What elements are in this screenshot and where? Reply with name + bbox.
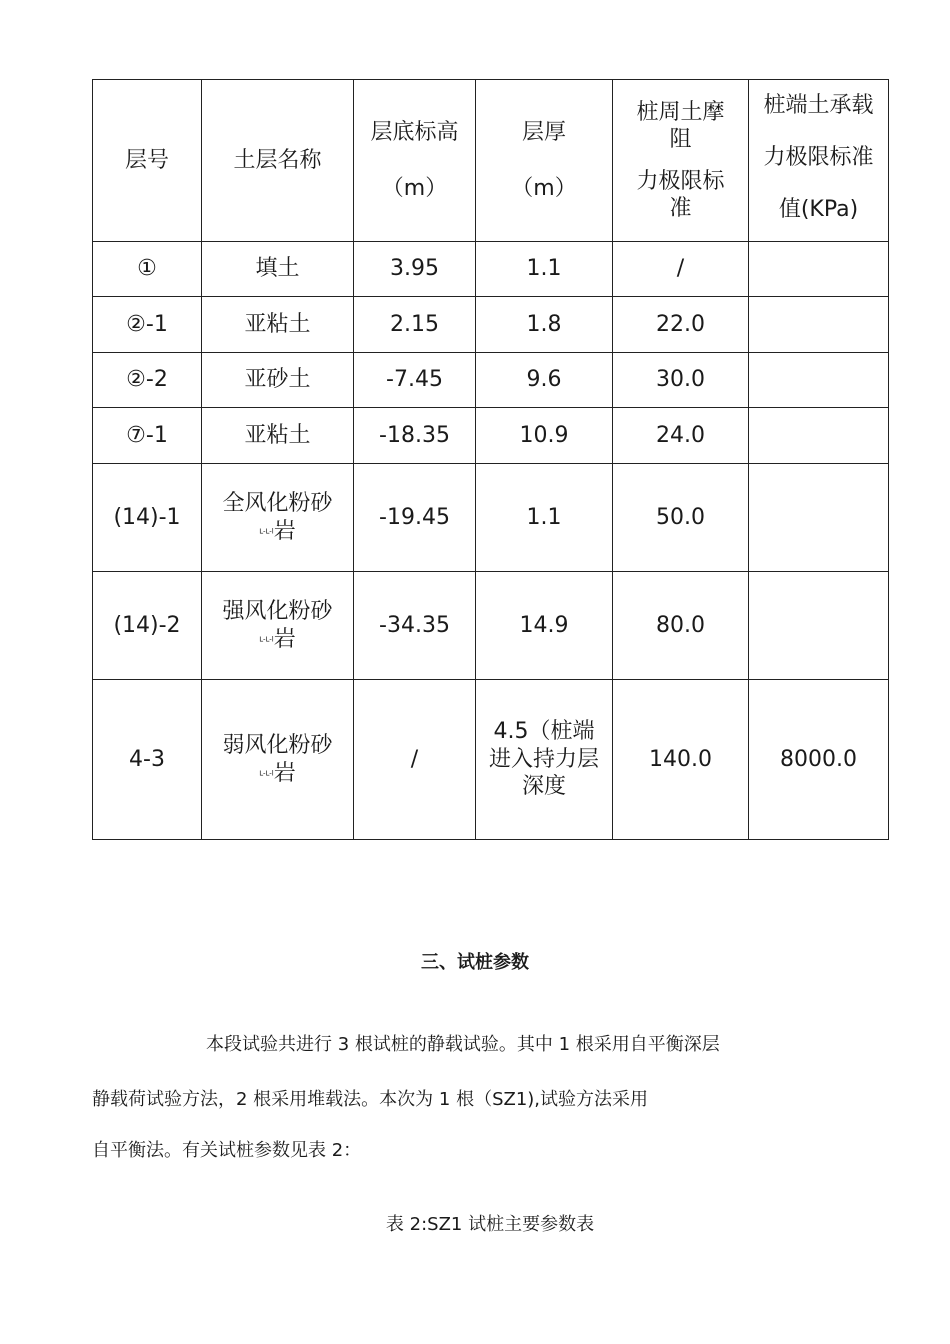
table-row xyxy=(93,680,889,840)
cell-friction: 80.0 xyxy=(613,572,749,680)
cell-elevation: -19.45 xyxy=(354,464,476,572)
cell-soil-name: 填土 xyxy=(202,242,354,297)
header-friction-line3: 力极限标 xyxy=(636,168,725,194)
header-soil-name: 土层名称 xyxy=(202,80,354,242)
cell-thickness: 1.8 xyxy=(476,297,613,353)
cell-elevation: -34.35 xyxy=(354,572,476,680)
cell-layer: ⑦-1 xyxy=(93,408,202,464)
cell-layer: ① xyxy=(93,242,202,297)
header-thickness-line1: 层厚 xyxy=(521,120,566,145)
cell-friction: 22.0 xyxy=(613,297,749,353)
cell-friction: / xyxy=(613,242,749,297)
cell-thickness: 1.1 xyxy=(476,464,613,572)
cell-bearing xyxy=(749,408,889,464)
cell-bearing xyxy=(749,572,889,680)
cell-thickness: 9.6 xyxy=(476,353,613,408)
header-bearing-line3: 值(KPa) xyxy=(778,197,859,222)
thickness-line2: 进入持力层 xyxy=(488,746,599,772)
cell-friction: 24.0 xyxy=(613,408,749,464)
cell-layer: ②-2 xyxy=(93,353,202,408)
cell-bearing xyxy=(749,353,889,408)
header-bearing xyxy=(749,80,889,242)
cell-elevation: -7.45 xyxy=(354,353,476,408)
cell-thickness: 14.9 xyxy=(476,572,613,680)
section-title: 三、试桩参数 xyxy=(421,952,529,972)
cell-bearing: 8000.0 xyxy=(749,680,889,840)
table-header-row xyxy=(93,80,889,242)
header-bearing-line2: 力极限标准 xyxy=(763,145,874,170)
cell-thickness: 1.1 xyxy=(476,242,613,297)
header-friction xyxy=(613,80,749,242)
cell-elevation: / xyxy=(354,680,476,840)
cell-soil-name: 亚砂土 xyxy=(202,353,354,408)
cell-elevation: 2.15 xyxy=(354,297,476,353)
table-row xyxy=(93,572,889,680)
soil-name-tail: 岩 xyxy=(273,518,296,544)
header-bottom-elevation xyxy=(354,80,476,242)
soil-name-subscript: L-L-l xyxy=(259,769,274,778)
cell-bearing xyxy=(749,464,889,572)
soil-name-line1: 强风化粉砂 xyxy=(222,599,333,624)
header-friction-line1: 桩周土摩 xyxy=(636,99,725,125)
cell-soil-name xyxy=(202,572,354,680)
cell-bearing xyxy=(749,242,889,297)
thickness-line1: 4.5（桩端 xyxy=(493,719,595,745)
cell-elevation: -18.35 xyxy=(354,408,476,464)
soil-name-subscript: L-L-l xyxy=(259,527,274,536)
header-bottom-elevation-unit: （m） xyxy=(381,175,448,201)
table-row xyxy=(93,353,889,408)
paragraph-line-1: 本段试验共进行 3 根试桩的静载试验。其中 1 根采用自平衡深层 xyxy=(206,1034,720,1055)
cell-bearing xyxy=(749,297,889,353)
cell-soil-name: 亚粘土 xyxy=(202,408,354,464)
paragraph-line-2: 静载荷试验方法，2 根采用堆载法。本次为 1 根（SZ1),试验方法采用 xyxy=(92,1089,649,1110)
header-friction-line2: 阻 xyxy=(669,127,692,152)
header-layer-no: 层号 xyxy=(93,80,202,242)
soil-parameters-table xyxy=(92,79,889,840)
header-friction-line4: 准 xyxy=(669,196,692,221)
cell-friction: 50.0 xyxy=(613,464,749,572)
header-bottom-elevation-line1: 层底标高 xyxy=(370,120,459,145)
cell-soil-name xyxy=(202,464,354,572)
soil-name-tail: 岩 xyxy=(273,760,296,786)
cell-thickness xyxy=(476,680,613,840)
table-row xyxy=(93,297,889,353)
table-row xyxy=(93,408,889,464)
cell-layer: 4-3 xyxy=(93,680,202,840)
cell-layer: (14)-1 xyxy=(93,464,202,572)
cell-elevation: 3.95 xyxy=(354,242,476,297)
cell-layer: ②-1 xyxy=(93,297,202,353)
table-row xyxy=(93,242,889,297)
cell-thickness: 10.9 xyxy=(476,408,613,464)
header-bearing-line1: 桩端土承载 xyxy=(763,93,874,118)
cell-soil-name xyxy=(202,680,354,840)
header-thickness-unit: （m） xyxy=(511,175,577,201)
cell-layer: (14)-2 xyxy=(93,572,202,680)
soil-name-line1: 弱风化粉砂 xyxy=(222,733,333,758)
table-row xyxy=(93,464,889,572)
cell-friction: 140.0 xyxy=(613,680,749,840)
cell-friction: 30.0 xyxy=(613,353,749,408)
soil-name-line1: 全风化粉砂 xyxy=(222,491,333,516)
paragraph-line-3: 自平衡法。有关试桩参数见表 2： xyxy=(92,1140,362,1161)
thickness-line3: 深度 xyxy=(521,774,566,800)
soil-name-subscript: L-L-l xyxy=(259,635,274,644)
table-caption: 表 2:SZ1 试桩主要参数表 xyxy=(385,1214,595,1235)
header-thickness xyxy=(476,80,613,242)
soil-name-tail: 岩 xyxy=(273,626,296,652)
cell-soil-name: 亚粘土 xyxy=(202,297,354,353)
